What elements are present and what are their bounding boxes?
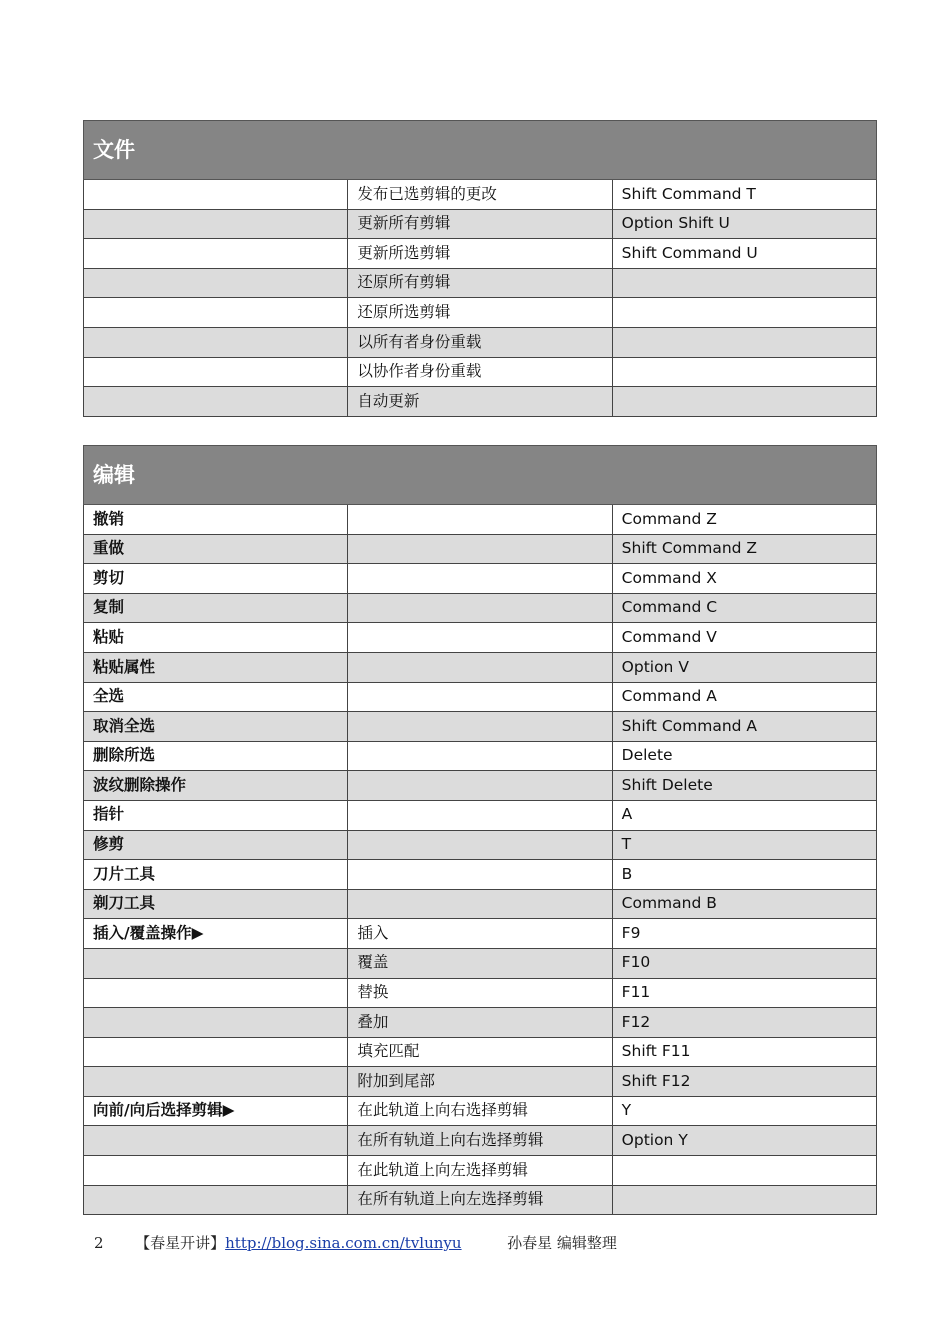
table-row <box>84 327 877 357</box>
table-row <box>84 1008 877 1038</box>
shortcut-keys: F10 <box>612 948 876 978</box>
command-name: 插入 <box>348 919 612 949</box>
table-row <box>84 652 877 682</box>
table-row <box>84 919 877 949</box>
table-row <box>84 1156 877 1186</box>
command-name: 自动更新 <box>348 387 612 417</box>
command-category <box>84 1037 348 1067</box>
shortcut-keys: F11 <box>612 978 876 1008</box>
footer-brand: 【春星开讲】 <box>135 1234 226 1252</box>
shortcut-keys: Command X <box>612 564 876 594</box>
command-category: 指针 <box>84 800 348 830</box>
table-row <box>84 357 877 387</box>
command-name <box>348 741 612 771</box>
shortcut-keys: Shift Delete <box>612 771 876 801</box>
shortcut-keys: Command Z <box>612 505 876 535</box>
shortcut-keys: Command C <box>612 593 876 623</box>
table-row <box>84 298 877 328</box>
shortcut-keys: T <box>612 830 876 860</box>
section-title: 文件 <box>84 121 877 180</box>
shortcut-keys <box>612 357 876 387</box>
command-name: 附加到尾部 <box>348 1067 612 1097</box>
table-row <box>84 741 877 771</box>
command-category <box>84 1185 348 1215</box>
command-name: 以所有者身份重载 <box>348 327 612 357</box>
command-name <box>348 800 612 830</box>
command-name: 叠加 <box>348 1008 612 1038</box>
command-name <box>348 830 612 860</box>
command-name: 填充匹配 <box>348 1037 612 1067</box>
command-name <box>348 771 612 801</box>
shortcut-keys: Command A <box>612 682 876 712</box>
command-category <box>84 357 348 387</box>
table-row <box>84 387 877 417</box>
table-row <box>84 1096 877 1126</box>
command-name <box>348 505 612 535</box>
table-row <box>84 800 877 830</box>
command-name <box>348 652 612 682</box>
command-category <box>84 1008 348 1038</box>
command-category: 刀片工具 <box>84 860 348 890</box>
shortcut-keys: Shift Command U <box>612 239 876 269</box>
command-category: 撤销 <box>84 505 348 535</box>
command-category <box>84 978 348 1008</box>
command-category: 取消全选 <box>84 712 348 742</box>
table-row <box>84 771 877 801</box>
command-category <box>84 209 348 239</box>
table-row <box>84 1067 877 1097</box>
command-category <box>84 387 348 417</box>
table-row <box>84 180 877 210</box>
command-name <box>348 534 612 564</box>
section-header <box>84 121 877 180</box>
command-name: 发布已选剪辑的更改 <box>348 180 612 210</box>
shortcut-keys: Shift Command T <box>612 180 876 210</box>
blog-link[interactable]: http://blog.sina.com.cn/tvlunyu <box>225 1234 462 1252</box>
section-header <box>84 446 877 505</box>
command-name: 还原所有剪辑 <box>348 268 612 298</box>
command-category: 全选 <box>84 682 348 712</box>
table-row <box>84 209 877 239</box>
table-row <box>84 830 877 860</box>
command-name: 在所有轨道上向右选择剪辑 <box>348 1126 612 1156</box>
command-name: 更新所选剪辑 <box>348 239 612 269</box>
shortcut-keys: Option Y <box>612 1126 876 1156</box>
command-name: 以协作者身份重载 <box>348 357 612 387</box>
page-number: 2 <box>94 1234 104 1252</box>
shortcut-keys: Option V <box>612 652 876 682</box>
shortcut-keys <box>612 327 876 357</box>
command-name <box>348 564 612 594</box>
command-name: 更新所有剪辑 <box>348 209 612 239</box>
command-category <box>84 298 348 328</box>
edit-shortcuts-table <box>83 445 877 1215</box>
shortcut-keys: Shift Command Z <box>612 534 876 564</box>
command-category <box>84 1067 348 1097</box>
command-category: 修剪 <box>84 830 348 860</box>
command-category: 粘贴 <box>84 623 348 653</box>
shortcut-keys: F12 <box>612 1008 876 1038</box>
command-name: 在此轨道上向左选择剪辑 <box>348 1156 612 1186</box>
table-row <box>84 948 877 978</box>
command-category: 粘贴属性 <box>84 652 348 682</box>
command-name: 在所有轨道上向左选择剪辑 <box>348 1185 612 1215</box>
command-category <box>84 239 348 269</box>
command-category: 复制 <box>84 593 348 623</box>
shortcut-keys: Command V <box>612 623 876 653</box>
command-name <box>348 712 612 742</box>
table-row <box>84 593 877 623</box>
shortcut-keys: Delete <box>612 741 876 771</box>
command-category: 删除所选 <box>84 741 348 771</box>
table-row <box>84 268 877 298</box>
command-name: 在此轨道上向右选择剪辑 <box>348 1096 612 1126</box>
shortcut-keys <box>612 1156 876 1186</box>
table-row <box>84 860 877 890</box>
shortcut-keys <box>612 268 876 298</box>
shortcut-keys: Shift F12 <box>612 1067 876 1097</box>
command-name <box>348 623 612 653</box>
command-category <box>84 180 348 210</box>
command-name: 还原所选剪辑 <box>348 298 612 328</box>
file-shortcuts-table <box>83 120 877 417</box>
command-name <box>348 593 612 623</box>
shortcut-keys: A <box>612 800 876 830</box>
command-category: 剃刀工具 <box>84 889 348 919</box>
command-category: 波纹删除操作 <box>84 771 348 801</box>
command-name: 替换 <box>348 978 612 1008</box>
table-row <box>84 682 877 712</box>
command-name <box>348 889 612 919</box>
command-category: 插入/覆盖操作▶ <box>84 919 348 949</box>
table-row <box>84 505 877 535</box>
section-title: 编辑 <box>84 446 877 505</box>
command-category: 重做 <box>84 534 348 564</box>
command-name: 覆盖 <box>348 948 612 978</box>
shortcut-keys <box>612 387 876 417</box>
command-category <box>84 1156 348 1186</box>
table-row <box>84 978 877 1008</box>
table-row <box>84 712 877 742</box>
command-category <box>84 948 348 978</box>
shortcut-keys: Shift F11 <box>612 1037 876 1067</box>
command-name <box>348 860 612 890</box>
command-category <box>84 1126 348 1156</box>
shortcut-keys: Command B <box>612 889 876 919</box>
shortcut-keys <box>612 1185 876 1215</box>
shortcut-keys: F9 <box>612 919 876 949</box>
shortcut-keys: Y <box>612 1096 876 1126</box>
table-row <box>84 1126 877 1156</box>
command-category <box>84 327 348 357</box>
command-category: 向前/向后选择剪辑▶ <box>84 1096 348 1126</box>
table-row <box>84 534 877 564</box>
shortcut-keys: Shift Command A <box>612 712 876 742</box>
page-footer <box>94 1232 617 1253</box>
table-row <box>84 1185 877 1215</box>
footer-author: 孙春星 编辑整理 <box>507 1234 617 1252</box>
table-row <box>84 623 877 653</box>
command-category: 剪切 <box>84 564 348 594</box>
table-row <box>84 889 877 919</box>
shortcut-keys <box>612 298 876 328</box>
table-row <box>84 1037 877 1067</box>
shortcut-keys: Option Shift U <box>612 209 876 239</box>
shortcut-keys: B <box>612 860 876 890</box>
command-name <box>348 682 612 712</box>
command-category <box>84 268 348 298</box>
table-row <box>84 564 877 594</box>
table-row <box>84 239 877 269</box>
